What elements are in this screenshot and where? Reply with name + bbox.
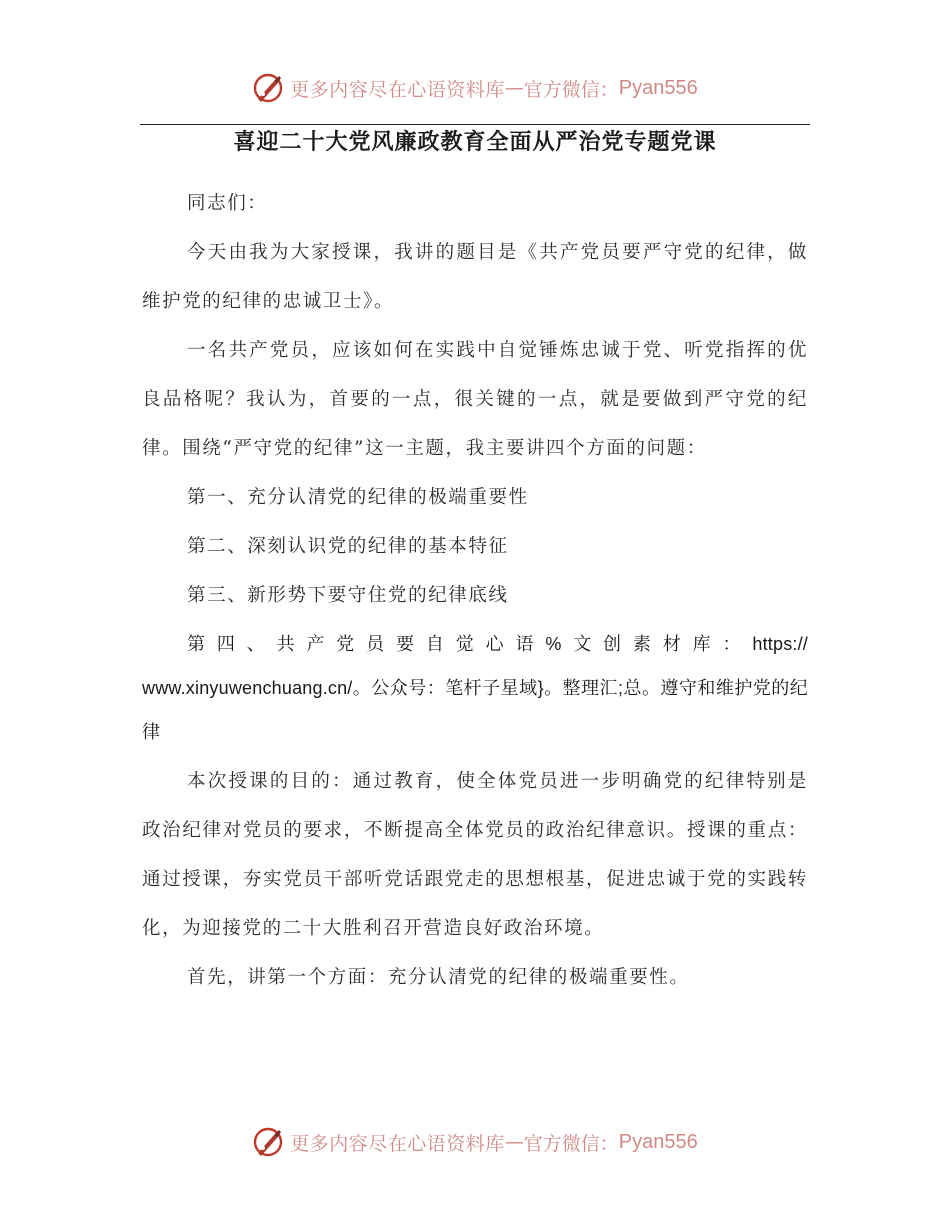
banner-wechat-id: Pyan556: [618, 1130, 698, 1153]
banner-slogan: 更多内容尽在心语资料库: [290, 78, 505, 101]
outline-item-3: 第三、新形势下要守住党的纪律底线: [187, 585, 509, 606]
header-banner: [0, 68, 950, 108]
banner-contact-label: 官方微信：: [523, 1132, 619, 1155]
banner-slogan: 更多内容尽在心语资料库: [290, 1132, 505, 1155]
header-rule: [140, 124, 810, 125]
paragraph-greeting: 同志们：: [187, 193, 268, 214]
banner-dash: —: [504, 1131, 524, 1153]
paragraph-intro: 今天由我为大家授课，我讲的题目是《共产党员要严守党的纪律，做维护党的纪律的忠诚卫士》。: [142, 242, 808, 312]
document-body: [142, 179, 808, 1002]
pen-logo-icon: [252, 72, 284, 104]
outline-item-4: 第四、共产党员要自觉心语%文创素材库：https:// www.xinyuwenchuang.cn/。公众号：笔杆子星域}。整理汇;总。遵守和维护党的纪律: [142, 634, 808, 742]
document-title: 喜迎二十大党风廉政教育全面从严治党专题党课: [233, 130, 717, 155]
banner-contact-label: 官方微信：: [523, 78, 619, 101]
paragraph-first-aspect: 首先，讲第一个方面：充分认清党的纪律的极端重要性。: [187, 967, 690, 988]
paragraph-purpose: 本次授课的目的：通过教育，使全体党员进一步明确党的纪律特别是政治纪律对党员的要求，不断提高全体党员的政治纪律意识。授课的重点：通过授课，夯实党员干部听党话跟党走的思想根基，促进忠诚于党的实践转化，为迎接党的二十大胜利召开营造良好政治环境。: [142, 771, 808, 939]
outline-item-2: 第二、深刻认识党的纪律的基本特征: [187, 536, 509, 557]
banner-wechat-id: Pyan556: [618, 76, 698, 99]
paragraph-question: 一名共产党员，应该如何在实践中自觉锤炼忠诚于党、听党指挥的优良品格呢？我认为，首要的一点，很关键的一点，就是要做到严守党的纪律。围绕“严守党的纪律”这一主题，我主要讲四个方面的问题：: [142, 340, 808, 459]
outline-item-1: 第一、充分认清党的纪律的极端重要性: [187, 487, 529, 508]
banner-dash: —: [504, 77, 524, 99]
footer-banner: [0, 1122, 950, 1162]
pen-logo-icon: [252, 1126, 284, 1158]
